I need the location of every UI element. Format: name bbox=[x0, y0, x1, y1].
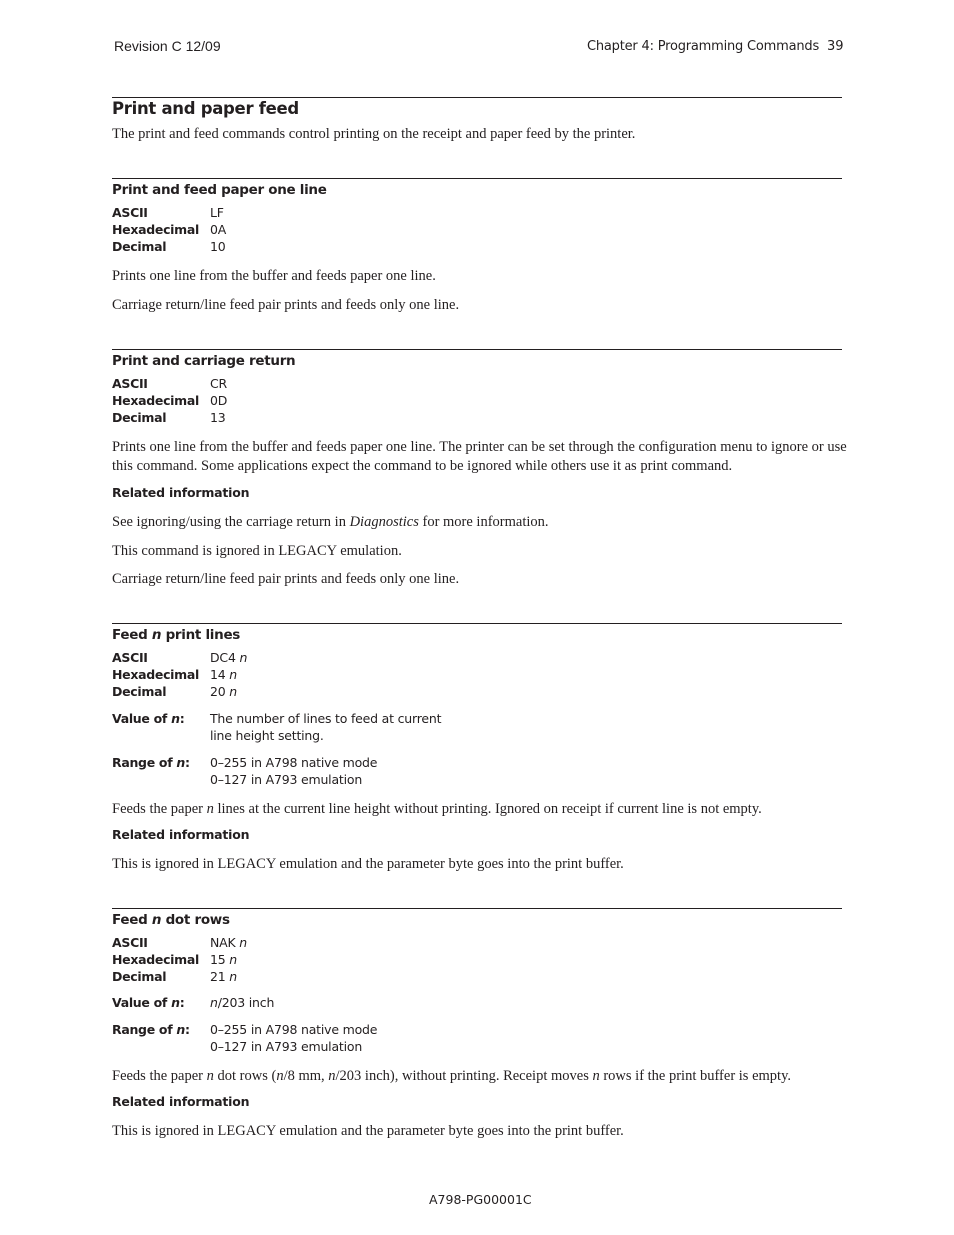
text: /8 mm, bbox=[283, 1068, 329, 1084]
text: Feed bbox=[112, 912, 152, 928]
hex-label: Hexadecimal bbox=[112, 393, 200, 408]
text: 21 bbox=[210, 969, 230, 984]
range-line-1: 0–255 in A798 native mode bbox=[210, 755, 378, 770]
ascii-value: CR bbox=[210, 376, 228, 391]
n-param: n bbox=[239, 650, 248, 665]
decimal-value: 13 bbox=[210, 410, 226, 425]
text: : bbox=[179, 711, 185, 726]
hex-value bbox=[210, 667, 237, 682]
n-param: n bbox=[171, 711, 180, 726]
command-divider bbox=[112, 623, 842, 624]
section-intro: The print and feed commands control printing on the receipt and paper feed by the printer. bbox=[112, 126, 636, 142]
hex-value bbox=[210, 952, 237, 967]
n-param: n bbox=[229, 952, 238, 967]
command-divider bbox=[112, 908, 842, 909]
text: Value of bbox=[112, 711, 172, 726]
text: /203 inch bbox=[217, 995, 275, 1010]
text: /203 inch), without printing. Receipt moves bbox=[335, 1068, 593, 1084]
cmd-lf-desc: Prints one line from the buffer and feeds paper one line. bbox=[112, 268, 436, 284]
page-number: 39 bbox=[827, 39, 844, 54]
value-line-2: line height setting. bbox=[210, 728, 324, 743]
cmd-cr-title: Print and carriage return bbox=[112, 353, 296, 369]
range-line-1: 0–255 in A798 native mode bbox=[210, 1022, 378, 1037]
n-param: n bbox=[592, 1068, 600, 1084]
n-param: n bbox=[151, 912, 162, 928]
command-divider bbox=[112, 178, 842, 179]
decimal-label: Decimal bbox=[112, 239, 167, 254]
text: Feeds the paper bbox=[112, 1068, 207, 1084]
hex-value: 0A bbox=[210, 222, 227, 237]
decimal-label: Decimal bbox=[112, 410, 167, 425]
related-info-heading: Related information bbox=[112, 1094, 250, 1109]
n-param: n bbox=[239, 935, 248, 950]
n-param: n bbox=[229, 969, 238, 984]
text: NAK bbox=[210, 935, 240, 950]
range-line-2: 0–127 in A793 emulation bbox=[210, 1039, 363, 1054]
text: 15 bbox=[210, 952, 230, 967]
section-divider bbox=[112, 97, 842, 98]
text: dot rows ( bbox=[213, 1068, 277, 1084]
n-param: n bbox=[276, 1068, 284, 1084]
hex-label: Hexadecimal bbox=[112, 222, 200, 237]
text: 14 bbox=[210, 667, 230, 682]
diagnostics-ref: Diagnostics bbox=[349, 514, 419, 530]
n-param: n bbox=[206, 801, 214, 817]
footer-doc-id: A798-PG00001C bbox=[429, 1192, 532, 1207]
cmd-dc4-title bbox=[112, 627, 240, 643]
cmd-dc4-related: This is ignored in LEGACY emulation and the parameter byte goes into the print buffer. bbox=[112, 856, 624, 872]
text: print lines bbox=[161, 627, 241, 643]
n-param: n bbox=[176, 1022, 186, 1037]
cmd-cr-related-2: This command is ignored in LEGACY emulation. bbox=[112, 543, 402, 559]
ascii-value bbox=[210, 650, 247, 665]
ascii-label: ASCII bbox=[112, 935, 148, 950]
text: dot rows bbox=[161, 912, 230, 928]
n-param: n bbox=[206, 1068, 214, 1084]
section-title: Print and paper feed bbox=[112, 99, 299, 118]
hex-label: Hexadecimal bbox=[112, 667, 200, 682]
command-divider bbox=[112, 349, 842, 350]
ascii-label: ASCII bbox=[112, 376, 148, 391]
n-param: n bbox=[229, 667, 238, 682]
cmd-nak-related: This is ignored in LEGACY emulation and the parameter byte goes into the print buffer. bbox=[112, 1123, 624, 1139]
ascii-value: LF bbox=[210, 205, 224, 220]
cmd-cr-desc: Prints one line from the buffer and feeds paper one line. The printer can be set through the configuration menu to ignore or use this command. Some applications expect the command to be ignored while others use it as print command. bbox=[112, 439, 847, 474]
ascii-label: ASCII bbox=[112, 650, 148, 665]
cmd-nak-desc bbox=[112, 1067, 847, 1086]
value-line-1: The number of lines to feed at current bbox=[210, 711, 442, 726]
text: Range of bbox=[112, 1022, 177, 1037]
header-chapter: Chapter 4: Programming Commands bbox=[587, 39, 820, 54]
ascii-label: ASCII bbox=[112, 205, 148, 220]
value-text bbox=[210, 995, 274, 1010]
decimal-value bbox=[210, 969, 237, 984]
cmd-cr-related-1 bbox=[112, 513, 847, 532]
text: DC4 bbox=[210, 650, 240, 665]
n-param: n bbox=[229, 684, 238, 699]
decimal-value bbox=[210, 684, 237, 699]
n-param: n bbox=[210, 995, 218, 1010]
n-param: n bbox=[328, 1068, 336, 1084]
cmd-lf-note: Carriage return/line feed pair prints and feeds only one line. bbox=[112, 297, 460, 313]
decimal-label: Decimal bbox=[112, 684, 167, 699]
text: Feed bbox=[112, 627, 152, 643]
text: : bbox=[185, 755, 190, 770]
n-param: n bbox=[176, 755, 186, 770]
cmd-nak-title bbox=[112, 912, 230, 928]
text: Value of bbox=[112, 995, 172, 1010]
value-of-label bbox=[112, 711, 184, 726]
header-revision: Revision C 12/09 bbox=[114, 38, 221, 54]
cmd-dc4-desc bbox=[112, 800, 847, 819]
text: : bbox=[185, 1022, 190, 1037]
hex-value: 0D bbox=[210, 393, 228, 408]
decimal-value: 10 bbox=[210, 239, 226, 254]
n-param: n bbox=[151, 627, 162, 643]
ascii-value bbox=[210, 935, 247, 950]
hex-label: Hexadecimal bbox=[112, 952, 200, 967]
range-of-label bbox=[112, 755, 190, 770]
value-of-label bbox=[112, 995, 184, 1010]
cmd-cr-related-3: Carriage return/line feed pair prints and feeds only one line. bbox=[112, 571, 460, 587]
text: rows if the print buffer is empty. bbox=[599, 1068, 792, 1084]
text: See ignoring/using the carriage return in bbox=[112, 514, 350, 530]
text: Feeds the paper bbox=[112, 801, 207, 817]
range-line-2: 0–127 in A793 emulation bbox=[210, 772, 363, 787]
text: : bbox=[179, 995, 185, 1010]
range-of-label bbox=[112, 1022, 190, 1037]
n-param: n bbox=[171, 995, 180, 1010]
cmd-lf-title: Print and feed paper one line bbox=[112, 182, 327, 198]
decimal-label: Decimal bbox=[112, 969, 167, 984]
related-info-heading: Related information bbox=[112, 485, 250, 500]
related-info-heading: Related information bbox=[112, 827, 250, 842]
text: for more information. bbox=[418, 514, 549, 530]
text: 20 bbox=[210, 684, 230, 699]
text: Range of bbox=[112, 755, 177, 770]
text: lines at the current line height without printing. Ignored on receipt if current line is not empty. bbox=[213, 801, 762, 817]
